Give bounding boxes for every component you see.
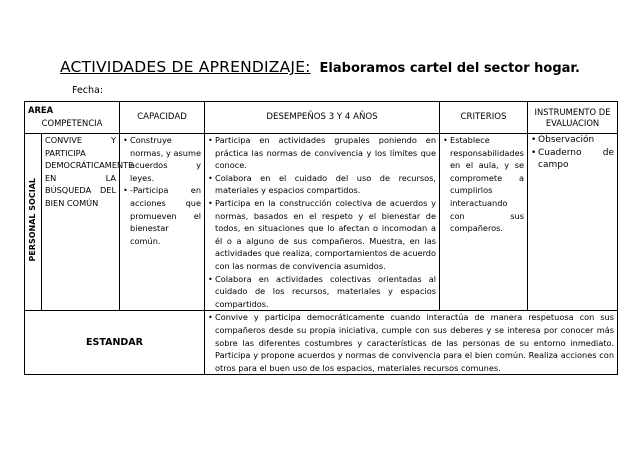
header-criterios: CRITERIOS xyxy=(440,102,528,134)
area-value: PERSONAL SOCIAL xyxy=(27,178,37,262)
estandar-cell xyxy=(205,311,618,375)
header-competencia: COMPETENCIA xyxy=(41,117,103,128)
header-area: AREA xyxy=(28,105,54,115)
content-row xyxy=(25,134,618,311)
desempeno-item: • Participa en la construcción colectiva de acuerdos y normas, basados en el respeto y el bienestar de todos, en situaciones que lo afectan o incomodan a él o a alguno de sus compañeros. Muestra, en las actividades que realiza, comportamientos de acuerdo con las normas de convivencia asumidos. xyxy=(208,197,436,273)
title-main: ACTIVIDADES DE APRENDIZAJE: xyxy=(60,58,311,76)
capacidad-cell xyxy=(120,134,205,311)
desempenos-cell xyxy=(205,134,440,311)
header-desempenos: DESEMPEÑOS 3 Y 4 AÑOS xyxy=(205,102,440,134)
title-sub: Elaboramos cartel del sector hogar. xyxy=(319,61,580,76)
fecha-label: Fecha: xyxy=(72,85,104,96)
header-instrumento: INSTRUMENTO DE EVALUACION xyxy=(528,102,618,134)
learning-table xyxy=(24,101,618,375)
header-capacidad: CAPACIDAD xyxy=(120,102,205,134)
activity-title xyxy=(60,58,580,76)
criterios-cell xyxy=(440,134,528,311)
desempeno-item: • Colabora en el cuidado del uso de recursos, materiales y espacios compartidos. xyxy=(208,172,436,197)
desempeno-item: • Colabora en actividades colectivas orientadas al cuidado de los recursos, materiales y espacios compartidos. xyxy=(208,273,436,311)
instrumento-item: • Cuaderno de campo xyxy=(531,147,614,172)
area-cell xyxy=(25,134,42,311)
competencia-cell xyxy=(42,134,134,311)
estandar-row xyxy=(25,311,618,375)
capacidad-item: • Construye normas, y asume acuerdos y leyes. xyxy=(123,134,201,184)
estandar-text: • Convive y participa democráticamente cuando interactúa de manera respetuosa con sus compañeros desde su propia iniciativa, cumple con sus deberes y se interesa por conocer más sobre las diferentes costumbres y características de las personas de su entorno inmediato. Participa y propone acuerdos y normas de convivencia para el bien común. Realiza acciones con otros para el buen uso de los espacios, materiales recursos comunes. xyxy=(208,311,614,374)
instrumento-item: • Observación xyxy=(531,134,614,147)
header-row xyxy=(25,102,618,134)
capacidad-item: • -Participa en acciones que promueven el bienestar común. xyxy=(123,184,201,247)
instrumento-cell xyxy=(528,134,618,311)
competencia-value: CONVIVE Y PARTICIPA DEMOCRÁTICAMENTE EN LA BÚSQUEDA DEL BIEN COMÚN xyxy=(45,135,134,208)
estandar-label: ESTANDAR xyxy=(25,311,205,375)
header-area-competencia-cell xyxy=(25,102,120,134)
desempeno-item: • Participa en actividades grupales poniendo en práctica las normas de convivencia y los límites que conoce. xyxy=(208,134,436,172)
criterio-item: • Establece responsabilidades en el aula, y se compromete a cumplirlos interactuando con sus compañeros. xyxy=(443,134,524,235)
